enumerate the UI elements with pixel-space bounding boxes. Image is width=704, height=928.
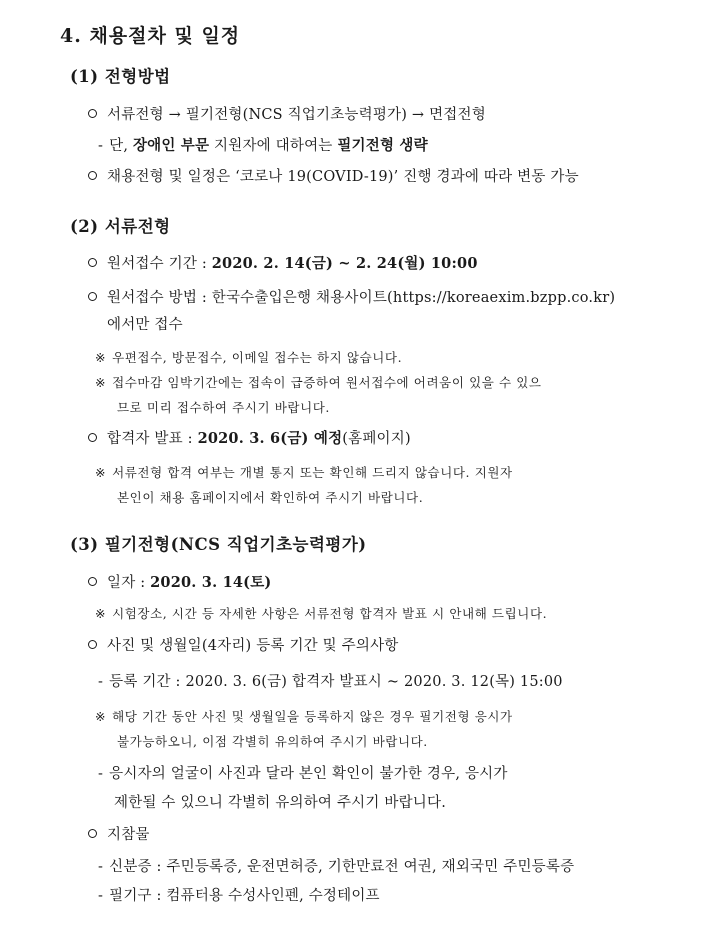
dash-text: 등록 기간 : 2020. 3. 6(금) 합격자 발표시 ~ 2020. 3. 12(목) 15:00 <box>109 674 563 690</box>
dash-registration-period <box>98 675 563 690</box>
note-text: 서류전형 합격 여부는 개별 통지 또는 확인해 드리지 않습니다. 지원자 <box>112 465 513 480</box>
dash-marker: - <box>98 674 104 690</box>
bullet-value: 2020. 3. 6(금) 예정 <box>197 430 343 447</box>
note-individual-notice-cont: 본인이 채용 홈페이지에서 확인하여 주시기 바랍니다. <box>117 490 424 505</box>
dash-marker: - <box>98 859 104 875</box>
subsection-heading-documents: (2) 서류전형 <box>70 217 171 236</box>
circle-bullet-icon <box>88 577 97 586</box>
bullet-label: 합격자 발표 : <box>107 431 198 447</box>
dash-id-card <box>98 860 574 875</box>
circle-bullet-icon <box>88 292 97 301</box>
dash-text-prefix: 단, <box>109 138 133 154</box>
note-test-location <box>95 608 547 621</box>
dash-text-bold-category: 장애인 부문 <box>132 137 210 154</box>
bullet-text: 사진 및 생월일(4자리) 등록 기간 및 주의사항 <box>107 638 399 654</box>
circle-bullet-icon <box>88 640 97 649</box>
note-mark-icon: ※ <box>95 709 107 724</box>
section-title: 4. 채용절차 및 일정 <box>60 25 241 47</box>
note-mark-icon: ※ <box>95 465 107 480</box>
bullet-schedule-change <box>88 170 579 185</box>
bullet-test-date <box>88 576 271 591</box>
bullet-application-period <box>88 257 478 272</box>
dash-identity-check <box>98 767 508 782</box>
note-deadline-cont: 므로 미리 접수하여 주시기 바랍니다. <box>117 400 330 415</box>
dash-text: 신분증 : 주민등록증, 운전면허증, 기한만료전 여권, 재외국민 주민등록증 <box>109 859 575 875</box>
circle-bullet-icon <box>88 829 97 838</box>
dash-text-bold-skip: 필기전형 생략 <box>337 137 428 154</box>
bullet-tail: (홈페이지) <box>342 431 411 447</box>
note-no-mail <box>95 352 402 365</box>
subsection-heading-written-test: (3) 필기전형(NCS 직업기초능력평가) <box>70 535 367 554</box>
note-deadline <box>95 377 542 390</box>
bullet-text: 서류전형 → 필기전형(NCS 직업기초능력평가) → 면접전형 <box>107 107 486 123</box>
note-text: 접수마감 임박기간에는 접속이 급증하여 원서접수에 어려움이 있을 수 있으 <box>112 375 542 390</box>
note-mark-icon: ※ <box>95 350 107 365</box>
bullet-text: 지참물 <box>107 827 150 843</box>
dash-identity-check-cont: 제한될 수 있으니 각별히 유의하여 주시기 바랍니다. <box>114 795 447 811</box>
bullet-process <box>88 108 486 123</box>
dash-writing-tools <box>98 889 380 904</box>
note-text: 해당 기간 동안 사진 및 생월일을 등록하지 않은 경우 필기전형 응시가 <box>112 709 513 724</box>
subsection-heading-method: (1) 전형방법 <box>70 67 171 86</box>
bullet-photo-registration <box>88 639 399 654</box>
bullet-application-method <box>88 291 615 306</box>
note-registration-required-cont: 불가능하오니, 이점 각별히 유의하여 주시기 바랍니다. <box>117 734 428 749</box>
bullet-label: 일자 : <box>107 575 151 591</box>
dash-marker: - <box>98 138 104 154</box>
note-mark-icon: ※ <box>95 606 107 621</box>
bullet-value: 2020. 2. 14(금) ~ 2. 24(월) 10:00 <box>211 255 478 272</box>
bullet-application-method-cont: 에서만 접수 <box>107 317 183 333</box>
dash-text: 응시자의 얼굴이 사진과 달라 본인 확인이 불가한 경우, 응시가 <box>109 766 508 782</box>
note-registration-required <box>95 711 513 724</box>
dash-exemption <box>98 139 428 154</box>
bullet-items-to-bring <box>88 828 150 843</box>
circle-bullet-icon <box>88 109 97 118</box>
circle-bullet-icon <box>88 433 97 442</box>
note-individual-notice <box>95 467 513 480</box>
bullet-text: 채용전형 및 일정은 ‘코로나 19(COVID-19)’ 진행 경과에 따라 변동 가능 <box>107 169 579 185</box>
note-mark-icon: ※ <box>95 375 107 390</box>
circle-bullet-icon <box>88 258 97 267</box>
bullet-label: 원서접수 기간 : <box>107 256 212 272</box>
note-text: 시험장소, 시간 등 자세한 사항은 서류전형 합격자 발표 시 안내해 드립니다. <box>112 606 548 621</box>
bullet-pass-announcement <box>88 432 411 447</box>
bullet-value: 2020. 3. 14(토) <box>150 574 272 591</box>
dash-text: 필기구 : 컴퓨터용 수성사인펜, 수정테이프 <box>109 888 380 904</box>
dash-text-middle: 지원자에 대하여는 <box>209 138 338 154</box>
circle-bullet-icon <box>88 171 97 180</box>
note-text: 우편접수, 방문접수, 이메일 접수는 하지 않습니다. <box>112 350 403 365</box>
bullet-text: 원서접수 방법 : 한국수출입은행 채용사이트(https://koreaexim.bzpp.co.kr) <box>107 290 616 306</box>
dash-marker: - <box>98 766 104 782</box>
dash-marker: - <box>98 888 104 904</box>
